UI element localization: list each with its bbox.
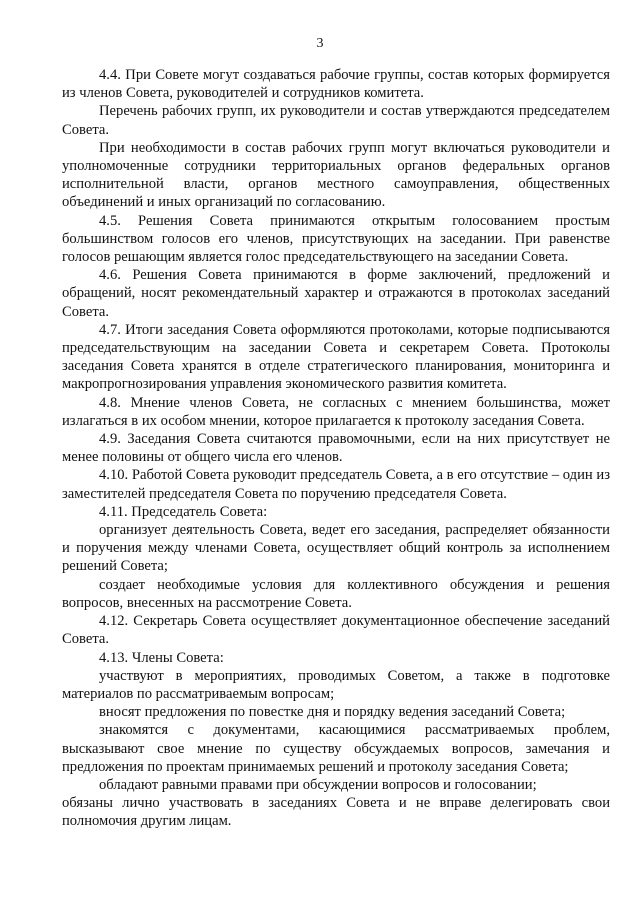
paragraph-4-9: 4.9. Заседания Совета считаются правомочными, если на них присутствует не менее половины от общего числа его членов. [62, 431, 610, 466]
paragraph-4-10: 4.10. Работой Совета руководит председатель Совета, а в его отсутствие – один из заместителей председателя Совета по поручению председателя Совета. [62, 467, 610, 502]
paragraph-members-documents: знакомятся с документами, касающимися рассматриваемых проблем, высказывают свое мнение по существу обсуждаемых вопросов, замечания и предложения по проектам принимаемых решений и протоколу заседания Совета; [62, 722, 610, 775]
page-number: 3 [316, 36, 324, 51]
paragraph-4-4: 4.4. При Совете могут создаваться рабочие группы, состав которых формируется из членов Совета, руководителей и сотрудников комитета. [62, 67, 610, 102]
paragraph-4-5: 4.5. Решения Совета принимаются открытым голосованием простым большинством голосов его членов, присутствующих на заседании. При равенстве голосов решающим является голос председательствующего на заседании Совета. [62, 212, 610, 266]
paragraph-members-participate: участвуют в мероприятиях, проводимых Советом, а также в подготовке материалов по рассматриваемым вопросам; [62, 667, 610, 702]
paragraph-4-12: 4.12. Секретарь Совета осуществляет документационное обеспечение заседаний Совета. [62, 613, 610, 648]
paragraph-4-11: 4.11. Председатель Совета: [99, 503, 268, 520]
paragraph-members-obligations: обязаны лично участвовать в заседаниях Совета и не вправе делегировать свои полномочия другим лицам. [62, 795, 610, 830]
paragraph-4-8: 4.8. Мнение членов Совета, не согласных с мнением большинства, может излагаться в их особом мнении, которое прилагается к протоколу заседания Совета. [62, 394, 610, 429]
paragraph-4-7: 4.7. Итоги заседания Совета оформляются протоколами, которые подписываются председательствующим на заседании Совета и секретарем Совета. Протоколы заседания Совета хранятся в отделе стратегического планирования, мониторинга и макропрогнозирования управления экономического развития комитета. [62, 321, 610, 393]
paragraph-4-13: 4.13. Члены Совета: [99, 649, 224, 666]
paragraph-chair-duties: организует деятельность Совета, ведет его заседания, распределяет обязанности и поручения между членами Совета, осуществляет общий контроль за исполнением решений Совета; [62, 522, 610, 575]
paragraph-members-proposals: вносят предложения по повестке дня и порядку ведения заседаний Совета; [99, 704, 566, 721]
paragraph-chair-conditions: создает необходимые условия для коллективного обсуждения и решения вопросов, внесенных на рассмотрение Совета. [62, 576, 610, 611]
document-body [62, 66, 610, 831]
paragraph-4-6: 4.6. Решения Совета принимаются в форме заключений, предложений и обращений, носят рекомендательный характер и отражаются в протоколах заседаний Совета. [62, 267, 610, 320]
paragraph-working-groups-list: Перечень рабочих групп, их руководители и состав утверждаются председателем Совета. [62, 103, 610, 138]
paragraph-working-groups-members: При необходимости в состав рабочих групп могут включаться руководители и уполномоченные сотрудники территориальных органов федеральных органов исполнительной власти, органов местного самоуправления, общественных объединений и иных организаций по согласованию. [62, 139, 610, 211]
paragraph-members-equal-rights: обладают равными правами при обсуждении вопросов и голосовании; [99, 776, 537, 793]
